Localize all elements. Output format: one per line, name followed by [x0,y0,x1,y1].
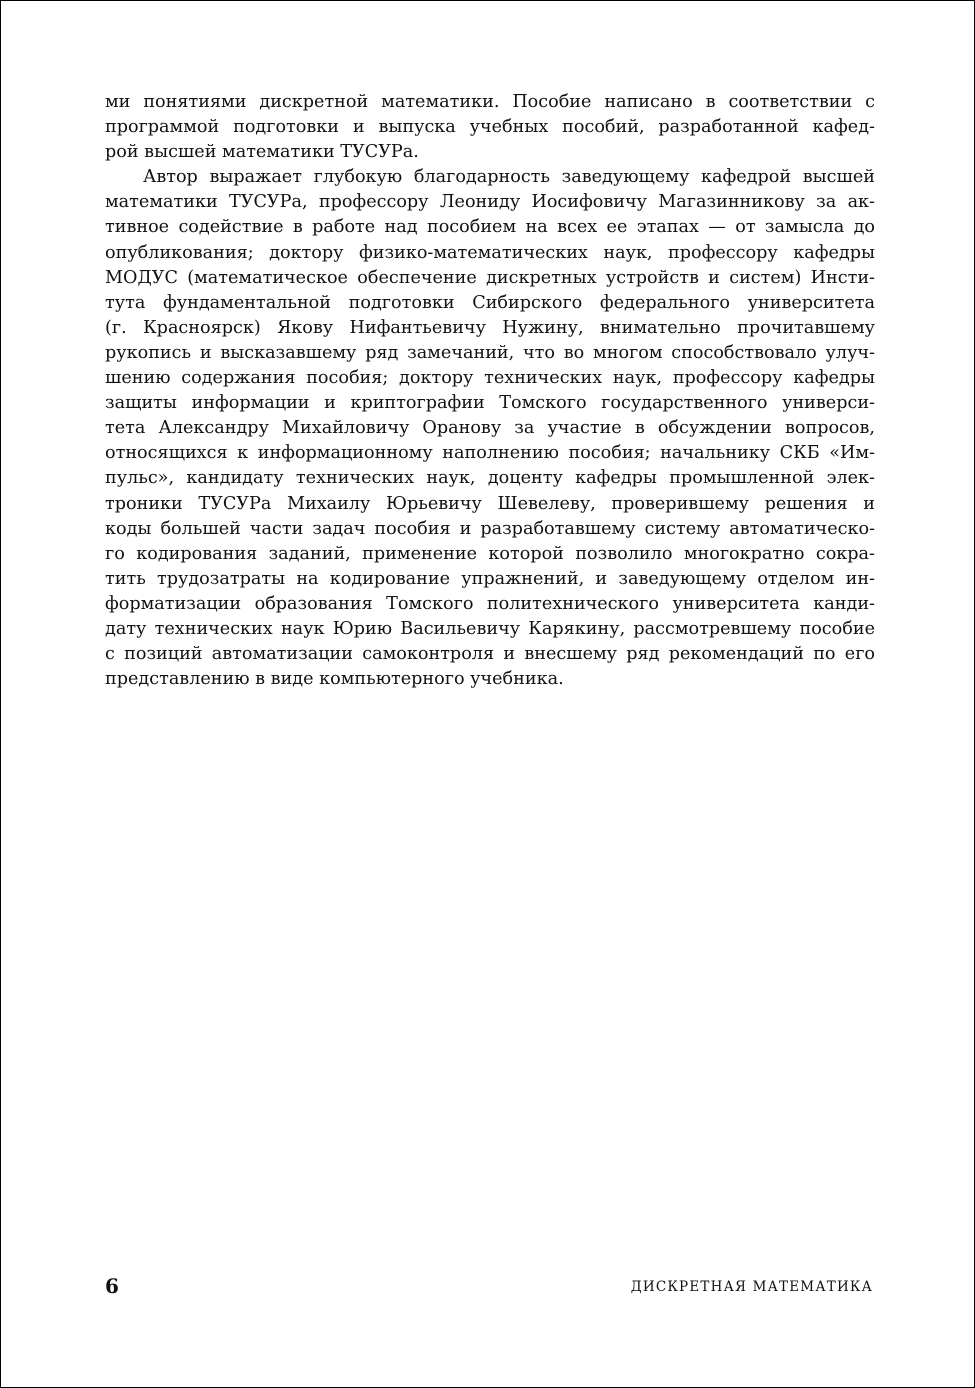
text-line: форматизации образования Томского политехнического университета канди- [105,593,875,614]
text-line: математики ТУСУРа, профессору Леониду Иосифовичу Магазинникову за ак- [105,192,875,213]
text-line: коды большей части задач пособия и разработавшему систему автоматическо- [105,518,875,539]
body-text [105,90,875,692]
text-line: дату технических наук Юрию Васильевичу Карякину, рассмотревшему пособие [105,618,875,639]
text-line: Автор выражает глубокую благодарность заведующему кафедрой высшей [143,167,875,188]
text-line: тута фундаментальной подготовки Сибирского федерального университета [105,292,875,313]
text-line: МОДУС (математическое обеспечение дискретных устройств и систем) Инсти- [105,267,875,288]
text-line: пульс», кандидату технических наук, доценту кафедры промышленной элек- [105,468,875,489]
text-line: с позиций автоматизации самоконтроля и внесшему ряд рекомендаций по его [105,644,875,665]
page-number: 6 [105,1274,119,1298]
running-title: ДИСКРЕТНАЯ МАТЕМАТИКА [630,1279,873,1295]
text-line: троники ТУСУРа Михаилу Юрьевичу Шевелеву, проверившему решения и [105,493,875,514]
text-line: го кодирования заданий, применение которой позволило многократно сокра- [105,543,875,564]
text-line: тить трудозатраты на кодирование упражнений, и заведующему отделом ин- [105,568,875,589]
text-line: тивное содействие в работе над пособием на всех ее этапах — от замысла до [105,217,875,238]
text-line: представлению в виде компьютерного учебника. [105,669,564,690]
text-line: тета Александру Михайловичу Оранову за участие в обсуждении вопросов, [105,418,875,439]
text-line: рой высшей математики ТУСУРа. [105,142,419,163]
text-line: защиты информации и криптографии Томского государственного универси- [105,393,875,414]
text-line: шению содержания пособия; доктору технических наук, профессору кафедры [105,368,875,389]
text-line: опубликования; доктору физико-математических наук, профессору кафедры [105,242,875,263]
text-line: ми понятиями дискретной математики. Пособие написано в соответствии с [105,92,875,112]
text-line: (г. Красноярск) Якову Нифантьевичу Нужину, внимательно прочитавшему [105,317,875,338]
text-line: рукопись и высказавшему ряд замечаний, что во многом способствовало улуч- [105,342,875,363]
text-line: относящихся к информационному наполнению пособия; начальнику СКБ «Им- [105,443,875,464]
text-line: программой подготовки и выпуска учебных пособий, разработанной кафед- [105,117,875,138]
